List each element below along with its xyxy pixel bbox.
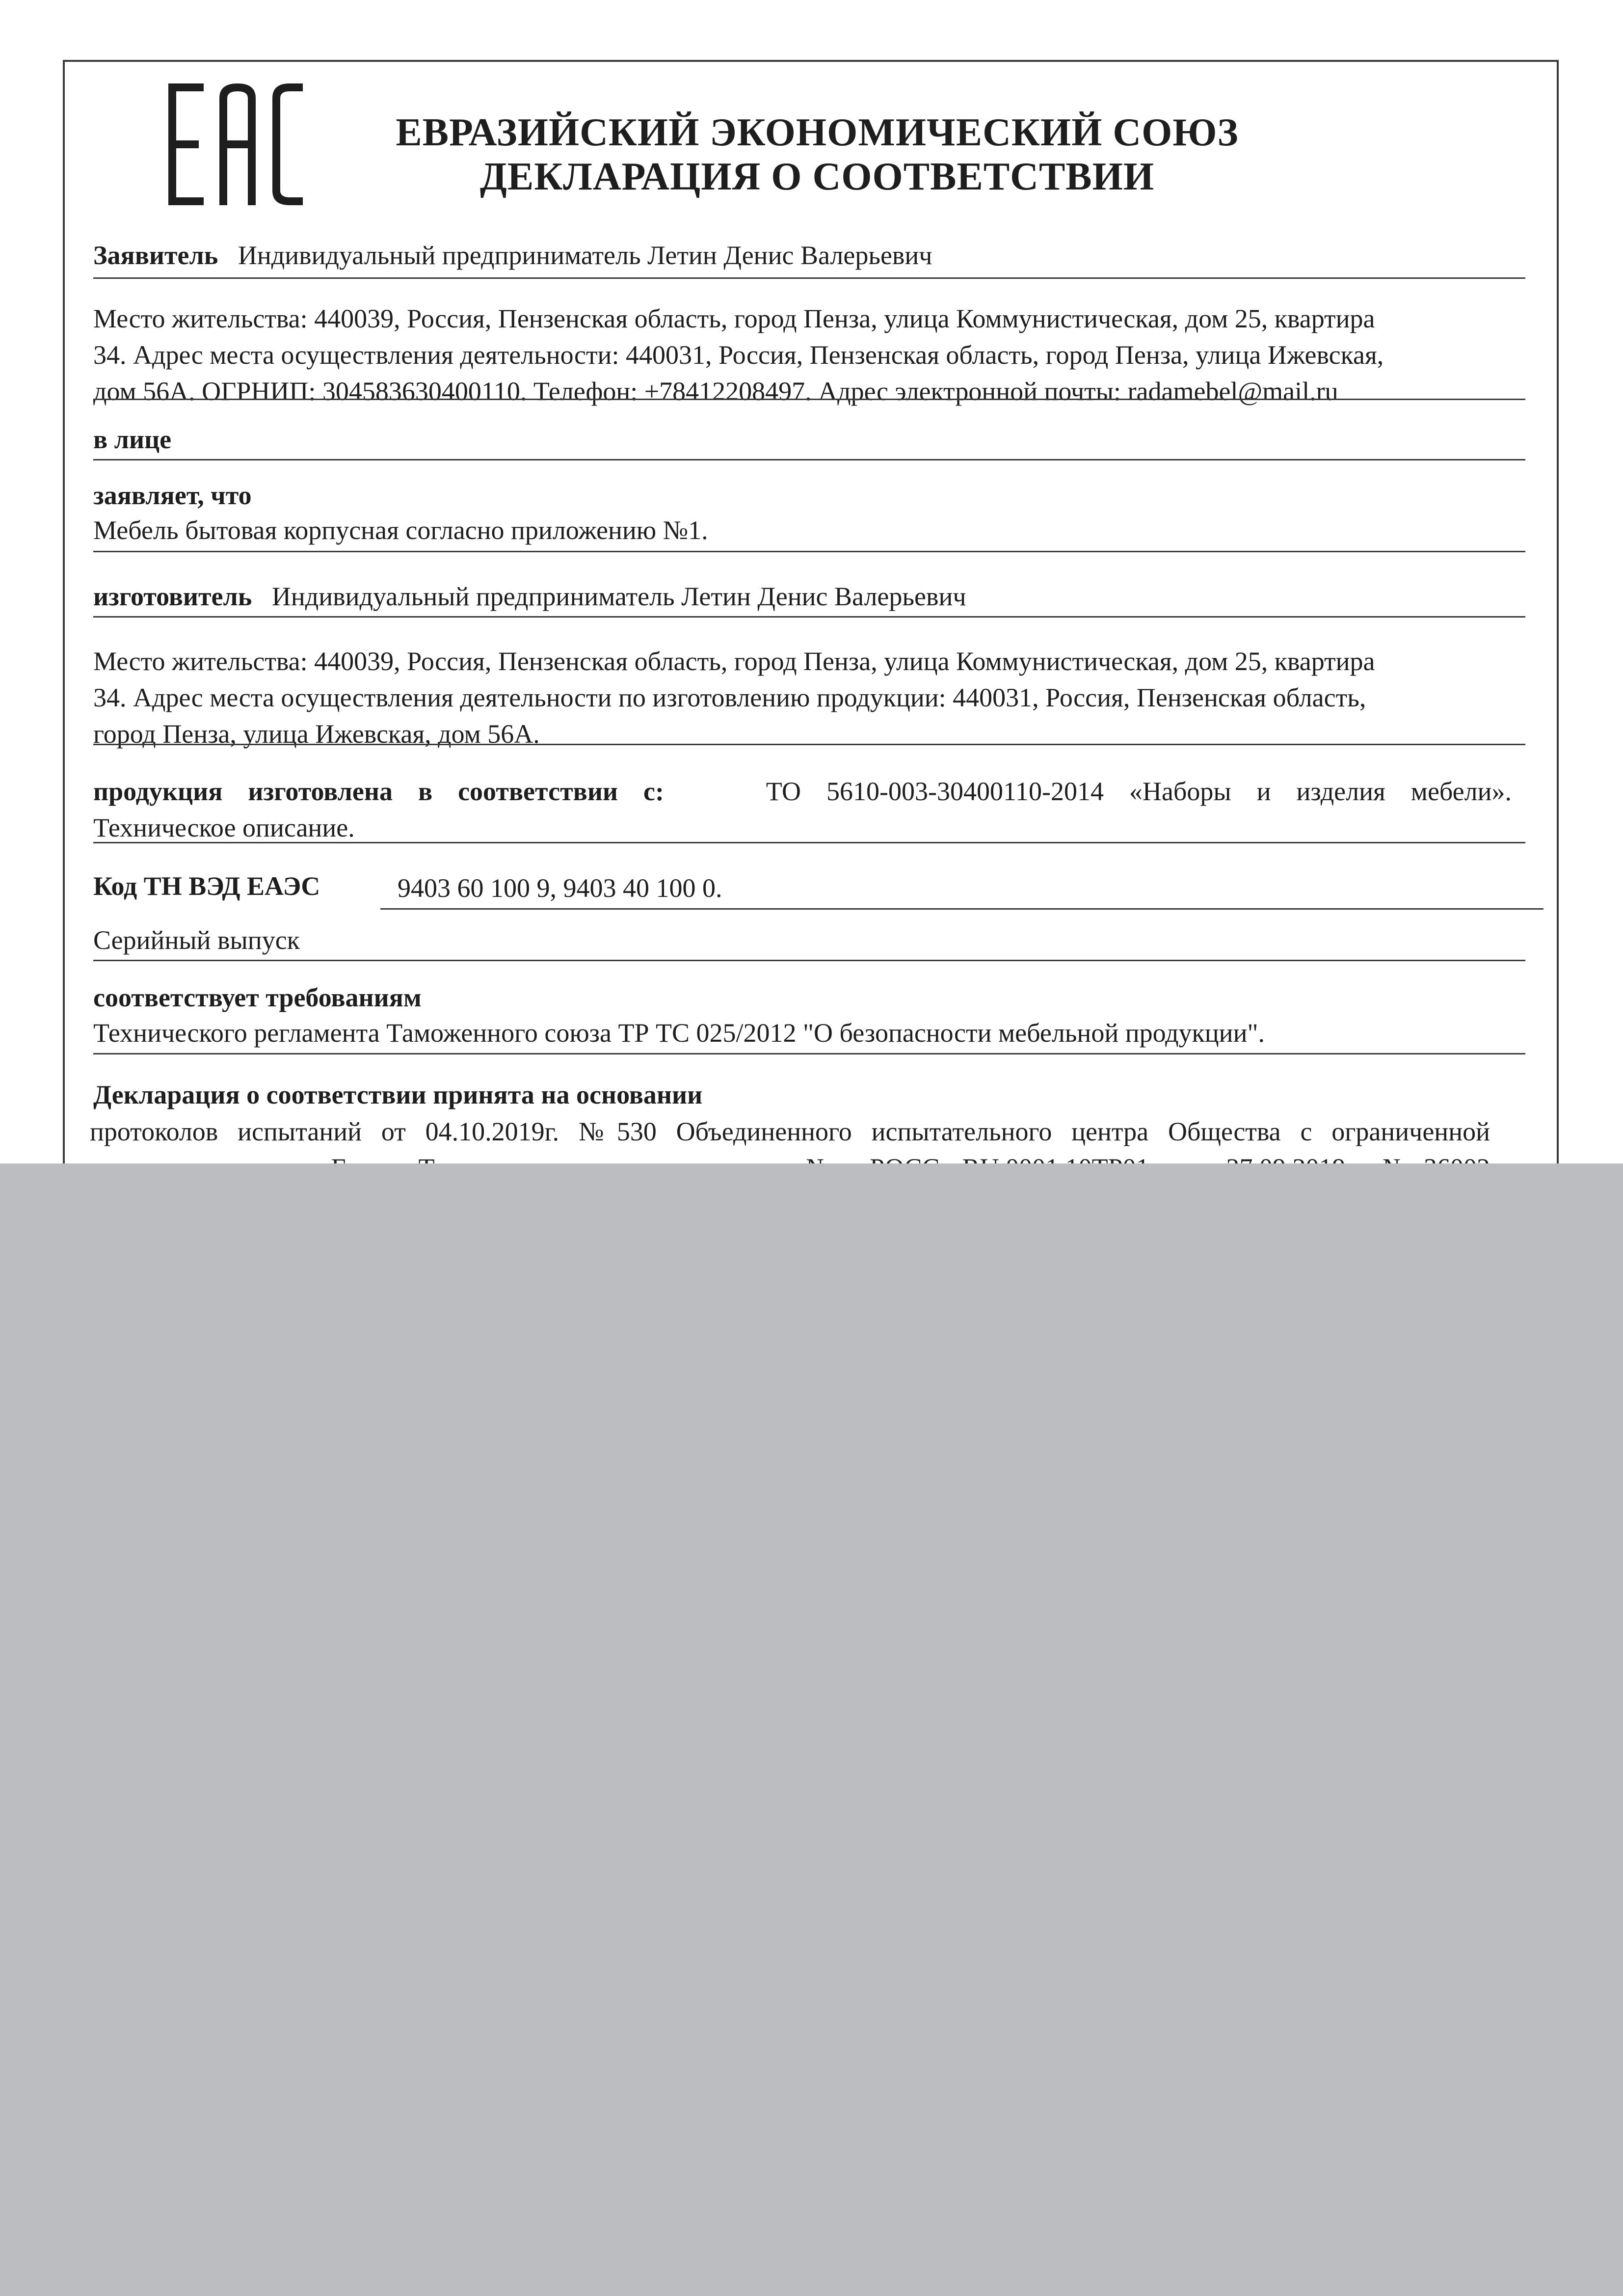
manufacturer-label: изготовитель xyxy=(93,582,252,611)
applicant-label: Заявитель xyxy=(93,241,218,270)
represented-by-rule xyxy=(93,459,1525,460)
basis-line-1: протоколов испытаний от 04.10.2019г. №530 Объединенного испытательного центра Общества с ограниченной xyxy=(90,1117,1490,1146)
manufactured-per-rule xyxy=(93,842,1525,843)
manufacturer-address-line-3: город Пенза, улица Ижевская, дом 56А. xyxy=(93,719,540,749)
declares-label: заявляет, что xyxy=(93,481,252,510)
declared-product: Мебель бытовая корпусная согласно приложению №1. xyxy=(93,515,708,545)
union-title: ЕВРАЗИЙСКИЙ ЭКОНОМИЧЕСКИЙ СОЮЗ xyxy=(396,111,1239,154)
release-rule xyxy=(93,960,1525,961)
applicant-address-rule xyxy=(93,399,1525,400)
eac-logo xyxy=(160,83,312,206)
applicant-address-line-3: дом 56А. ОГРНИП: 304583630400110. Телефон: +78412208497. Адрес электронной почты: radamebel@mail.ru xyxy=(93,377,1338,406)
manufacturer-name: Индивидуальный предприниматель Летин Денис Валерьевич xyxy=(271,582,966,611)
represented-by-label: в лице xyxy=(93,425,172,454)
manufactured-per-line-1 xyxy=(93,773,1512,810)
declares-rule xyxy=(93,551,1525,552)
manufacturer-address xyxy=(93,643,1512,752)
applicant-name: Индивидуальный предприниматель Летин Денис Валерьевич xyxy=(238,241,932,270)
manufacturer-row xyxy=(93,583,1525,610)
manufactured-per-line-2: Техническое описание. xyxy=(93,813,355,842)
applicant-row xyxy=(93,242,1525,269)
manufactured-per xyxy=(93,773,1512,846)
requirements-rule xyxy=(93,1053,1525,1054)
applicant-address-line-1: Место жительства: 440039, Россия, Пензенская область, город Пенза, улица Коммунистическая, дом 25, квартира xyxy=(93,304,1375,333)
release-text: Серийный выпуск xyxy=(93,925,300,955)
document-title: ДЕКЛАРАЦИЯ О СООТВЕТСТВИИ xyxy=(479,155,1155,198)
hs-code-label: Код ТН ВЭД ЕАЭС xyxy=(93,871,320,901)
applicant-address xyxy=(93,300,1512,409)
manufacturer-address-rule xyxy=(93,744,1525,745)
manufactured-per-standard: ТО 5610-003-30400110-2014 «Наборы и изделия мебели». xyxy=(766,777,1512,806)
hs-code-value: 9403 60 100 9, 9403 40 100 0. xyxy=(398,873,722,903)
manufactured-per-label: продукция изготовлена в соответствии с: xyxy=(93,777,664,806)
redaction-block xyxy=(0,1163,1623,2296)
manufacturer-address-line-2: 34. Адрес места осуществления деятельности по изготовлению продукции: 440031, Россия, Пензенская область, xyxy=(93,683,1366,712)
applicant-rule xyxy=(93,277,1525,279)
applicant-address-line-2: 34. Адрес места осуществления деятельности: 440031, Россия, Пензенская область, город Пенза, улица Ижевская, xyxy=(93,340,1384,370)
requirements-text: Технического регламента Таможенного союза ТР ТС 025/2012 "О безопасности мебельной продукции". xyxy=(93,1018,1265,1048)
hs-code-rule xyxy=(380,908,1543,910)
manufacturer-address-line-1: Место жительства: 440039, Россия, Пензенская область, город Пенза, улица Коммунистическая, дом 25, квартира xyxy=(93,647,1375,676)
basis-label: Декларация о соответствии принята на основании xyxy=(93,1080,703,1109)
manufacturer-rule xyxy=(93,616,1525,618)
requirements-label: соответствует требованиям xyxy=(93,983,422,1012)
